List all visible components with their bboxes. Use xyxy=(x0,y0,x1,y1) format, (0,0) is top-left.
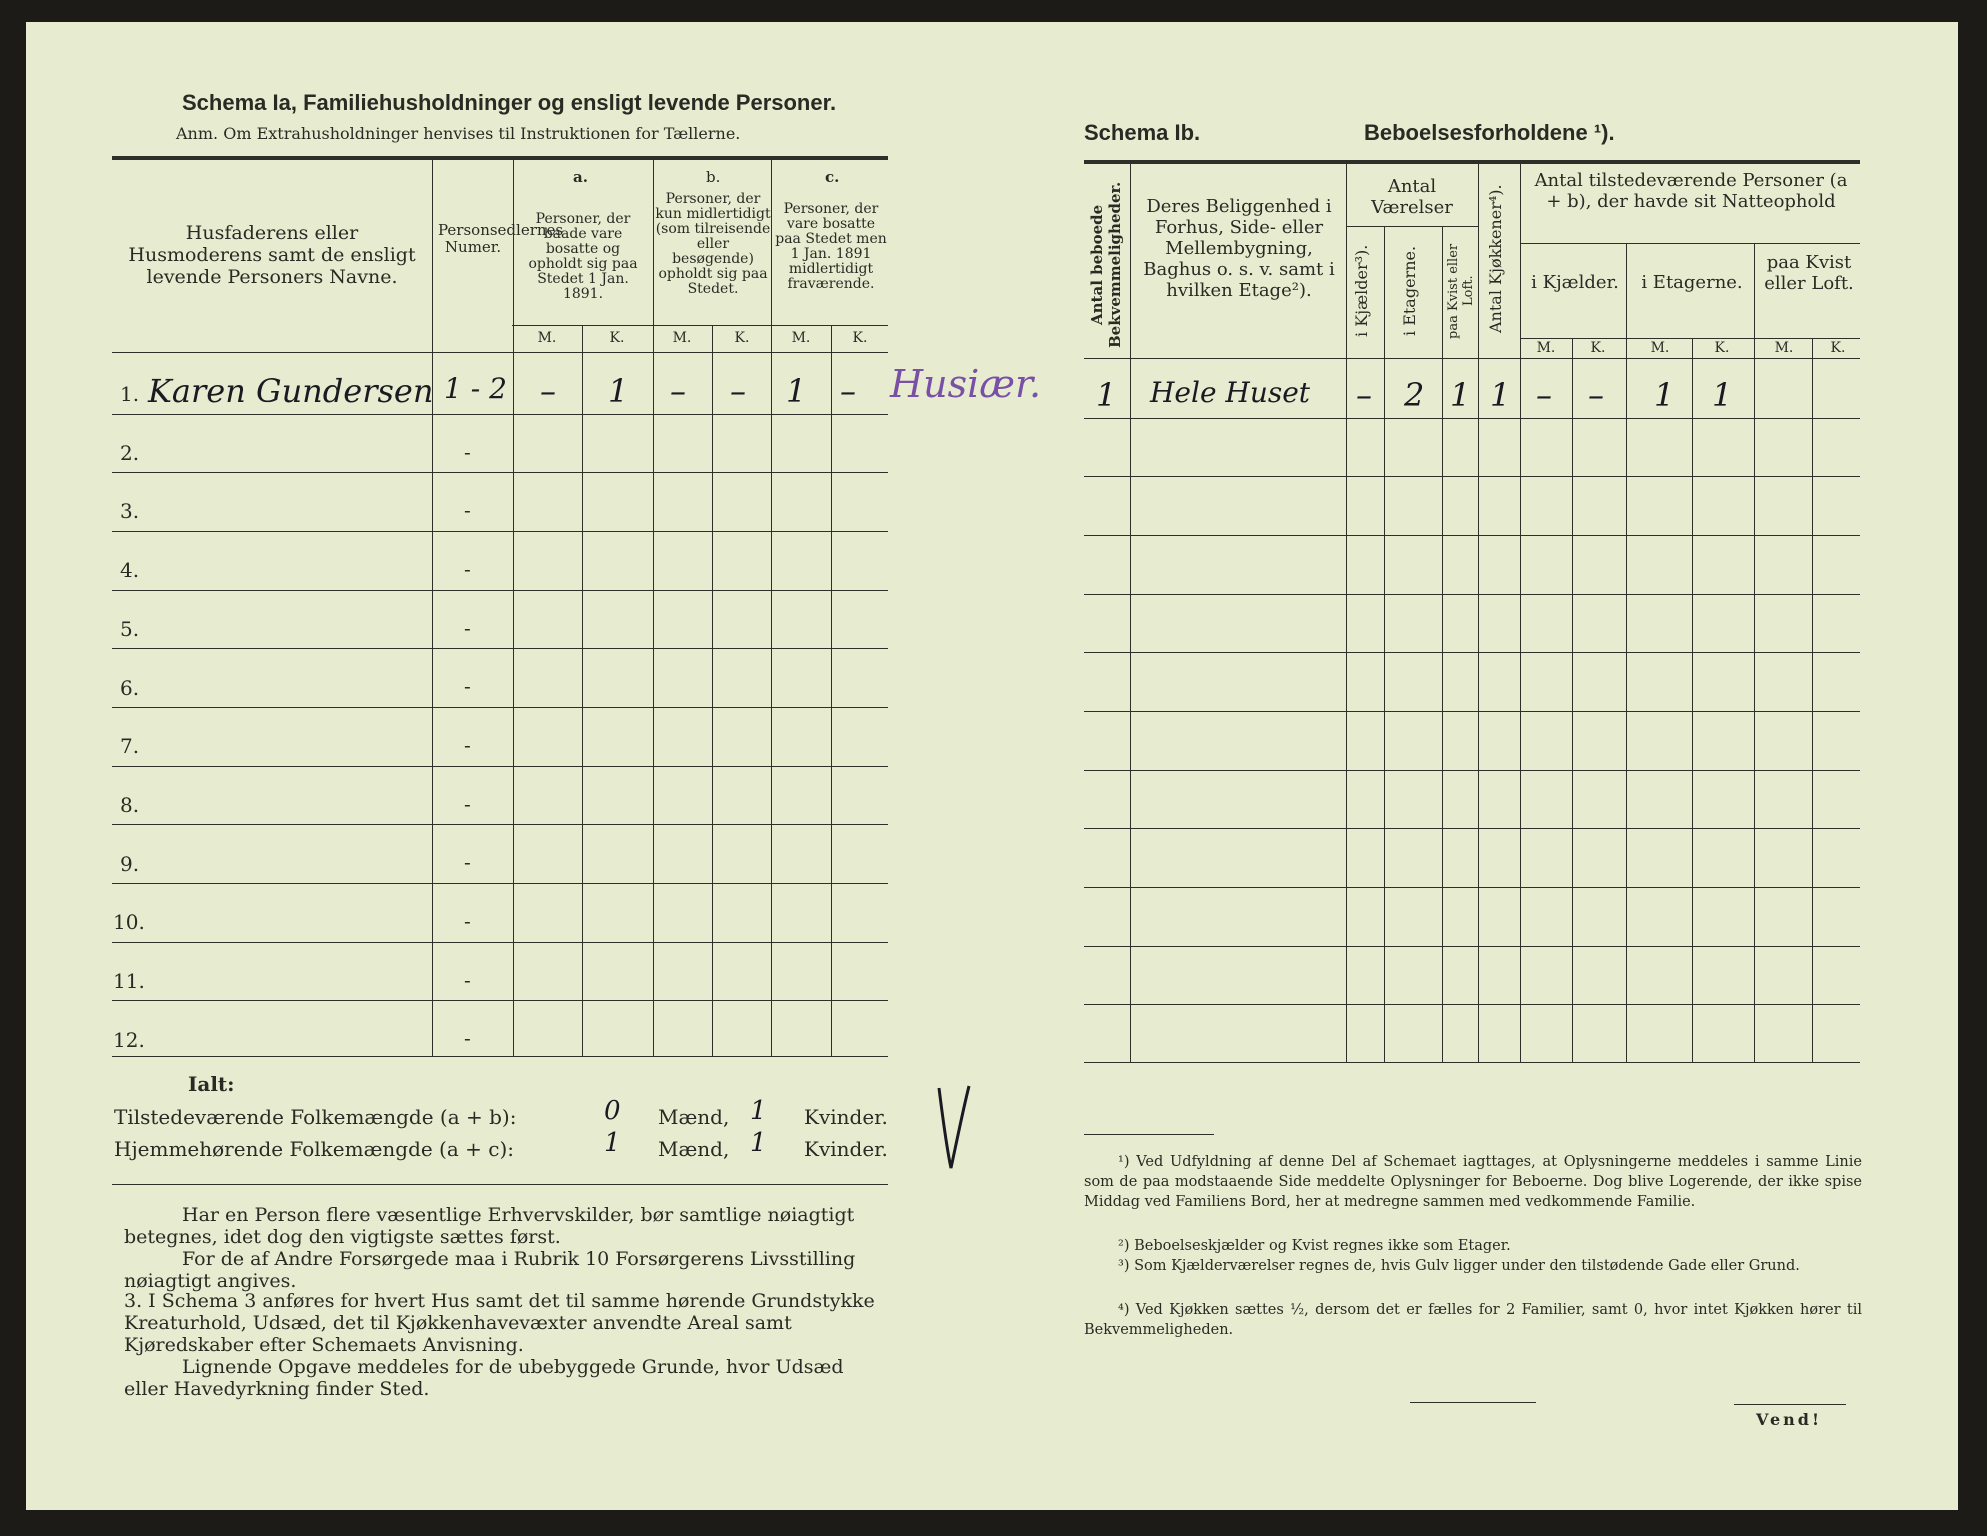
row-number: 7. xyxy=(120,734,140,758)
col-belig-header: Deres Beliggenhed i Forhus, Side- eller Mellembygning, Baghus o. s. v. samt i hvilken Etage²). xyxy=(1143,196,1335,301)
row-1-c-m: 1 xyxy=(786,372,807,410)
row-number: 6. xyxy=(120,676,140,700)
row-number: 2. xyxy=(120,441,140,465)
col-names-header: Husfaderens eller Husmoderens samt de ensligt levende Personers Navne. xyxy=(128,222,416,288)
col-p-kvist-header: paa Kvist eller Loft. xyxy=(1764,252,1854,294)
p-kjaelder-m: M. xyxy=(1536,340,1556,356)
footnote-1: ¹) Ved Udfyldning af denne Del af Schemaet iagttages, at Oplysningerne meddeles i samme Linie som de paa modstaaende Side meddelte Oplysninger for Beboerne. Dog blive Logerende, der ikke spise Middag ved Familiens Bord, her at medregne sammen med vedkommende Familie. xyxy=(1084,1154,1862,1210)
col-kjaelder-header: i Kjælder³). xyxy=(1352,244,1371,338)
row-1-p-kjaelder-k: – xyxy=(1588,376,1604,414)
col-a-m: M. xyxy=(537,330,557,346)
row-1-p-kjaelder-m: – xyxy=(1536,376,1552,414)
col-vaerelser-header: Antal Værelser xyxy=(1371,176,1453,218)
row-number: 4. xyxy=(120,558,140,582)
p-kvist-k: K. xyxy=(1830,340,1846,356)
col-kvist-header: paa Kvist eller Loft. xyxy=(1446,243,1476,339)
row-number: 11. xyxy=(113,969,145,993)
row-1-etagerne: 2 xyxy=(1404,376,1425,414)
ialt-label: Ialt: xyxy=(188,1072,235,1096)
row-1-note: Husiær. xyxy=(890,362,1042,406)
row-1-b-k: – xyxy=(730,372,746,410)
tilstede-kvinder-label: Kvinder. xyxy=(804,1105,888,1129)
footnote-4: ⁴) Ved Kjøkken sættes ½, dersom det er fælles for 2 Familier, samt 0, hvor intet Kjøkken hører til Bekvemmeligheden. xyxy=(1084,1302,1862,1338)
col-b-m: M. xyxy=(672,330,692,346)
col-c-m: M. xyxy=(791,330,811,346)
row-person-number: - xyxy=(464,674,471,698)
instruction-2: For de af Andre Forsørgede maa i Rubrik 10 Forsørgerens Livsstilling nøiagtigt angives. xyxy=(124,1248,856,1292)
check-mark-icon xyxy=(935,1080,975,1172)
row-1-a-m: – xyxy=(540,372,556,410)
schema-1a-title: Schema Ia, Familiehusholdninger og ensligt levende Personer. xyxy=(182,90,837,115)
col-b-header: Personer, der kun midlertidigt (som tilreisende eller besøgende) opholdt sig paa Stedet. xyxy=(655,191,771,297)
tilstede-maend-label: Mænd, xyxy=(658,1105,730,1129)
col-a-k: K. xyxy=(609,330,625,346)
row-person-number: - xyxy=(464,498,471,522)
p-kjaelder-k: K. xyxy=(1590,340,1606,356)
row-1-a-k: 1 xyxy=(608,372,629,410)
tilstede-maend-value: 0 xyxy=(604,1096,621,1126)
col-a-letter: a. xyxy=(573,168,588,186)
row-person-number: - xyxy=(464,557,471,581)
instruction-1: Har en Person flere væsentlige Erhvervskilder, bør samtlige nøiagtigt betegnes, idet dog den vigtigste sættes først. xyxy=(124,1204,855,1248)
row-number: 1. xyxy=(120,382,140,406)
row-number: 9. xyxy=(120,852,140,876)
row-1-kvist: 1 xyxy=(1450,376,1471,414)
row-person-number: - xyxy=(464,733,471,757)
row-1-p-etagerne-k: 1 xyxy=(1712,376,1733,414)
row-person-number: - xyxy=(464,1026,471,1050)
col-kjokkener-header: Antal Kjøkkener⁴). xyxy=(1486,184,1505,334)
p-etagerne-m: M. xyxy=(1650,340,1670,356)
col-c-header: Personer, der vare bosatte paa Stedet men 1 Jan. 1891 midlertidigt fraværende. xyxy=(775,201,887,292)
col-a-header: Personer, der baade vare bosatte og opholdt sig paa Stedet 1 Jan. 1891. xyxy=(528,211,638,302)
tilstede-label: Tilstedeværende Folkemængde (a + b): xyxy=(114,1105,517,1129)
row-1-c-k: – xyxy=(840,372,856,410)
p-etagerne-k: K. xyxy=(1714,340,1730,356)
tilstede-kvinder-value: 1 xyxy=(750,1096,767,1126)
vend-label: Vend! xyxy=(1756,1410,1822,1429)
hjemme-maend-value: 1 xyxy=(604,1128,621,1158)
p-kvist-m: M. xyxy=(1774,340,1794,356)
row-number: 8. xyxy=(120,793,140,817)
hjemme-label: Hjemmehørende Folkemængde (a + c): xyxy=(114,1137,514,1161)
row-number: 12. xyxy=(113,1028,145,1052)
row-1-person-number: 1 - 2 xyxy=(444,372,507,405)
footnote-3: ³) Som Kjælderværelser regnes de, hvis Gulv ligger under den tilstødende Gade eller Grund. xyxy=(1118,1258,1800,1274)
row-1-beliggenhed: Hele Huset xyxy=(1150,376,1311,409)
col-number-header: Personsedlernes Numer. xyxy=(438,221,564,256)
row-1-kjaelder: – xyxy=(1356,376,1372,414)
hjemme-kvinder-value: 1 xyxy=(750,1128,767,1158)
row-person-number: - xyxy=(464,616,471,640)
schema-1a-note: Anm. Om Extrahusholdninger henvises til Instruktionen for Tællerne. xyxy=(176,124,741,143)
instruction-3: 3. I Schema 3 anføres for hvert Hus samt det til samme hørende Grundstykke Kreaturhold, Udsæd, det til Kjøkkenhavevæxter anvendte Areal samt Kjøredskaber efter Schemaets Anvisning. xyxy=(124,1290,875,1356)
col-bekv-header: Antal beboede Bekvemmeligheder. xyxy=(1088,181,1124,349)
row-number: 5. xyxy=(120,617,140,641)
footnote-2: ²) Beboelseskjælder og Kvist regnes ikke som Etager. xyxy=(1118,1238,1511,1254)
col-c-letter: c. xyxy=(825,168,840,186)
col-b-k: K. xyxy=(734,330,750,346)
row-number: 10. xyxy=(113,910,145,934)
row-person-number: - xyxy=(464,792,471,816)
row-number: 3. xyxy=(120,499,140,523)
col-personer-header: Antal tilstedeværende Personer (a + b), der havde sit Natteophold xyxy=(1534,170,1848,212)
schema-1b-subtitle: Beboelsesforholdene ¹). xyxy=(1364,120,1615,145)
row-person-number: - xyxy=(464,850,471,874)
instruction-4: Lignende Opgave meddeles for de ubebyggede Grunde, hvor Udsæd eller Havedyrkning finder Sted. xyxy=(124,1356,844,1400)
row-person-number: - xyxy=(464,909,471,933)
col-etagerne-header: i Etagerne. xyxy=(1400,245,1419,337)
row-1-p-etagerne-m: 1 xyxy=(1654,376,1675,414)
col-b-letter: b. xyxy=(706,168,721,186)
row-person-number: - xyxy=(464,440,471,464)
col-p-kjaelder-header: i Kjælder. xyxy=(1531,272,1619,293)
row-1-bekv: 1 xyxy=(1096,376,1117,414)
row-1-name: Karen Gundersen xyxy=(148,372,434,410)
row-1-kjokkener: 1 xyxy=(1490,376,1511,414)
hjemme-kvinder-label: Kvinder. xyxy=(804,1137,888,1161)
schema-1b-title: Schema Ib. xyxy=(1084,120,1201,145)
col-c-k: K. xyxy=(852,330,868,346)
row-person-number: - xyxy=(464,968,471,992)
col-p-etagerne-header: i Etagerne. xyxy=(1641,272,1743,293)
hjemme-maend-label: Mænd, xyxy=(658,1137,730,1161)
row-1-b-m: – xyxy=(670,372,686,410)
